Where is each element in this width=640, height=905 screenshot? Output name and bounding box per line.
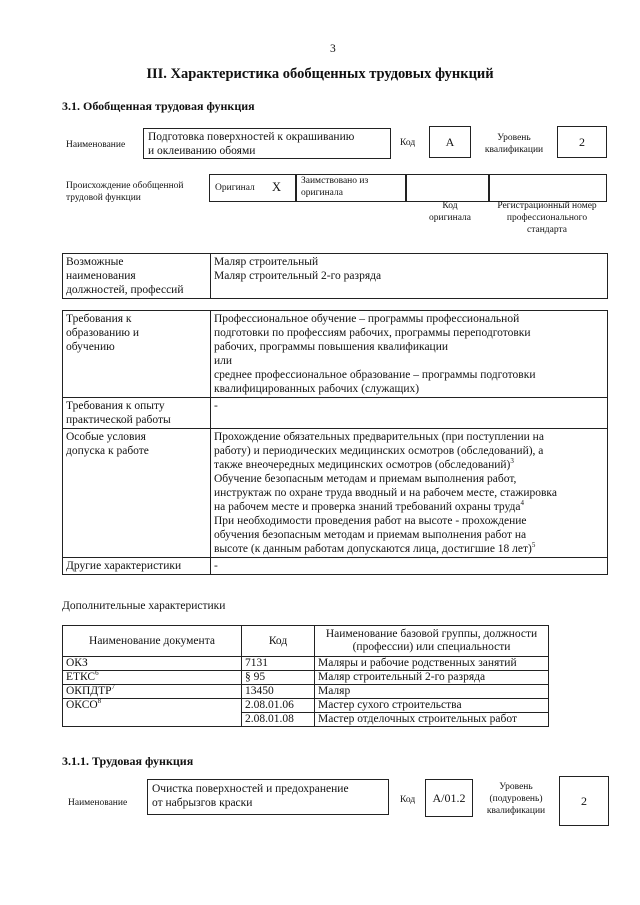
cond-line-9 [214,542,604,556]
edu-line-4: или [214,355,233,367]
tf-level-value: 2 [581,794,587,808]
tf-name-label: Наименование [68,798,128,808]
col-code-header: Код [242,626,315,657]
conditions-row [63,429,608,558]
cond-line-1: Прохождение обязательных предварительных (при поступлении на [214,431,544,443]
gtf-name-box [143,128,391,159]
edu-label-2: образованию и [66,327,139,339]
table-row [63,685,549,699]
conditions-value [211,429,608,558]
positions-label-3: должностей, профессий [66,284,184,296]
positions-table [62,253,608,299]
doc-footnote-ref: 6 [95,669,99,678]
positions-label-2: наименования [66,270,136,282]
additional-header-row [63,626,549,657]
conditions-label [63,429,211,558]
original-code-caption [420,200,480,224]
other-value: - [211,558,608,575]
footnote-ref-5: 5 [531,541,536,550]
position-2: Маляр строительный 2-го разряда [214,270,382,282]
doc-cell [63,671,242,685]
positions-row [63,254,608,299]
code-cell: § 95 [242,671,315,685]
exp-label-1: Требования к опыту [66,400,165,412]
origin-label-2: трудовой функции [66,193,141,203]
tf-code-value: А/01.2 [432,791,466,805]
doc-name: ОКЗ [66,657,88,669]
table-row [63,671,549,685]
table-row [63,657,549,671]
tf-title: 3.1.1. Трудовая функция [62,754,194,768]
gtf-code-label: Код [400,138,416,148]
edu-line-6: квалифицированных рабочих (служащих) [214,383,420,395]
cond-line-9-text: высоте (к данным работам допускаются лица, достигшие 18 лет) [214,543,532,555]
edu-label-3: обучению [66,341,115,353]
gtf-name-label: Наименование [66,140,126,150]
positions-value [211,254,608,299]
doc-name: ЕТКС [66,671,96,683]
footnote-ref-4: 4 [520,499,524,508]
cond-line-6-text: на рабочем месте и проверка знаний требований охраны труда [214,501,521,513]
name-cell: Мастер отделочных строительных работ [315,713,549,727]
code-caption-1: Код [442,201,458,211]
edu-label-1: Требования к [66,313,132,325]
cond-line-2: работу) и периодических медицинских осмотров (обследований), а [214,445,544,457]
table-row [63,699,549,713]
doc-cell [63,657,242,671]
tf-level-box [559,776,609,826]
cond-label-1: Особые условия [66,431,146,443]
tf-name-line-2: от набрызгов краски [152,797,253,809]
original-mark: Х [272,180,282,194]
position-1: Маляр строительный [214,256,319,268]
cond-line-8: обучения безопасным методам и приемам выполнения работ на [214,529,527,541]
reg-caption-1: Регистрационный номер [497,201,597,211]
col-name-header-2: (профессии) или специальности [352,641,511,653]
gtf-level-value: 2 [579,135,585,149]
education-row [63,311,608,398]
other-row [63,558,608,575]
education-label [63,311,211,398]
borrowed-cell [296,174,406,202]
tf-level-label-2: (подуровень) [489,794,543,804]
cond-line-3-text: также внеочередных медицинских осмотров (обследований) [214,459,511,471]
name-cell: Мастер сухого строительства [315,699,549,713]
footnote-ref-3: 3 [510,457,514,466]
code-cell: 2.08.01.06 [242,699,315,713]
col-name-header [315,626,549,657]
additional-table [62,625,549,727]
gtf-level-box [557,126,607,158]
cond-line-4: Обучение безопасным методам и приемам выполнения работ, [214,473,517,485]
code-cell: 13450 [242,685,315,699]
tf-code-label: Код [400,795,416,805]
code-cell: 2.08.01.08 [242,713,315,727]
positions-label-1: Возможные [66,256,124,268]
doc-footnote-ref: 8 [97,697,102,706]
other-label: Другие характеристики [63,558,211,575]
gtf-code-box [429,126,471,158]
name-cell: Маляр строительный 2-го разряда [315,671,549,685]
experience-value: - [211,398,608,429]
borrowed-label-1: Заимствовано из [301,176,369,186]
cond-line-5: инструктаж по охране труда вводный и на рабочем месте, стажировка [214,487,557,499]
page-number: 3 [330,43,336,55]
gtf-level-label [478,132,550,156]
doc-name: ОКПДТР [66,685,112,697]
reg-caption-2: профессионального [506,213,588,223]
cond-line-3 [214,458,604,472]
code-caption-2: оригинала [429,213,471,223]
tf-name-line-1: Очистка поверхностей и предохранение [152,783,349,795]
cond-line-6 [214,500,604,514]
gtf-name-line-2: и оклеиванию обоями [148,145,256,157]
doc-cell [63,699,242,727]
reg-caption-3: стандарта [527,225,567,235]
exp-label-2: практической работы [66,414,171,426]
origin-label-1: Происхождение обобщенной [66,181,184,191]
subsection-title: 3.1. Обобщенная трудовая функция [62,99,255,113]
gtf-level-label-1: Уровень [497,133,531,143]
code-cell: 7131 [242,657,315,671]
edu-line-5: среднее профессиональное образование – программы подготовки [214,369,536,381]
education-value [211,311,608,398]
tf-level-label-1: Уровень [499,782,533,792]
positions-label [63,254,211,299]
col-doc-header: Наименование документа [63,626,242,657]
tf-name-box [147,779,389,815]
experience-label [63,398,211,429]
doc-cell [63,685,242,699]
doc-name: ОКСО [66,699,98,711]
tf-level-label-3: квалификации [486,806,546,816]
additional-title: Дополнительные характеристики [62,600,226,612]
experience-row [63,398,608,429]
section-title: III. Характеристика обобщенных трудовых функций [146,66,494,82]
gtf-code-value: А [445,135,455,149]
edu-line-2: подготовки по профессиям рабочих, программы переподготовки [214,327,531,339]
requirements-table [62,310,608,575]
gtf-name-line-1: Подготовка поверхностей к окрашиванию [148,131,355,143]
doc-footnote-ref: 7 [111,683,116,692]
cond-label-2: допуска к работе [66,445,149,457]
reg-number-caption [487,200,607,236]
borrowed-label-2: оригинала [301,188,343,198]
origin-label [66,180,184,204]
tf-level-label [480,781,552,817]
cond-line-7: При необходимости проведения работ на высоте - прохождение [214,515,527,527]
edu-line-1: Профессиональное обучение – программы профессиональной [214,313,520,325]
name-cell: Маляры и рабочие родственных занятий [315,657,549,671]
col-name-header-1: Наименование базовой группы, должности [325,628,538,640]
name-cell: Маляр [315,685,549,699]
original-cell [209,174,296,202]
tf-code-box [425,779,473,817]
original-code-cell [406,174,489,202]
reg-number-cell [489,174,607,202]
edu-line-3: рабочих, программы повышения квалификации [214,341,449,353]
original-label: Оригинал [215,183,255,193]
gtf-level-label-2: квалификации [484,145,544,155]
